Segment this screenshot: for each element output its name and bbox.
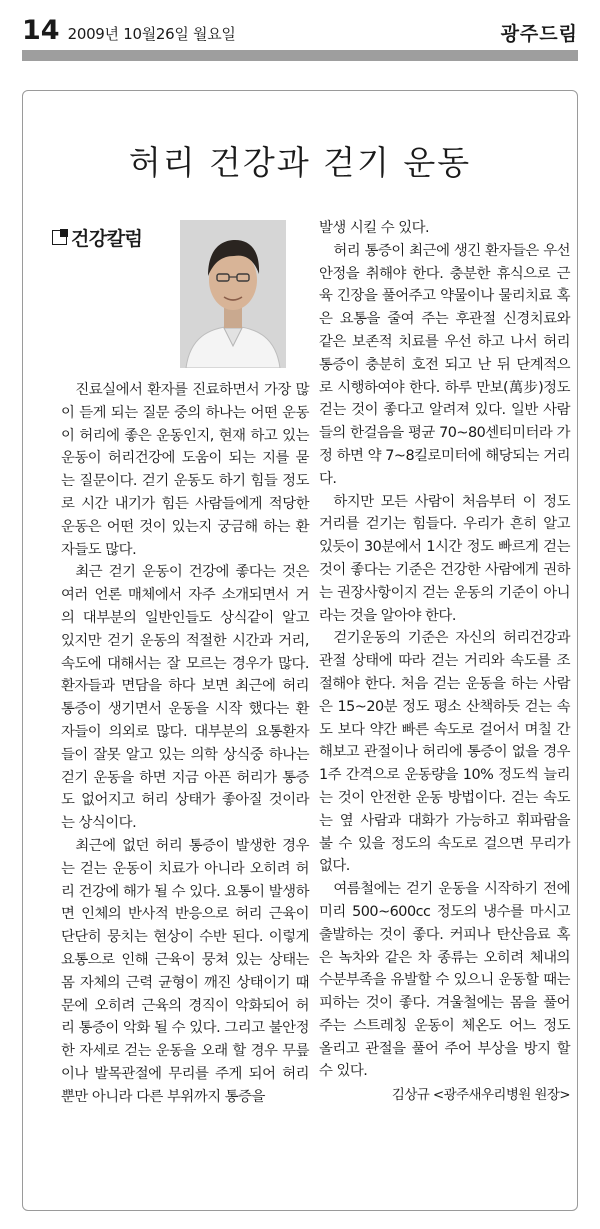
author-photo (180, 220, 286, 368)
issue-date: 2009년 10월26일 월요일 (67, 25, 236, 43)
newspaper-name: 광주드림 (500, 23, 578, 45)
author-portrait-icon (180, 220, 286, 368)
paragraph: 허리 통증이 최근에 생긴 환자들은 우선 안정을 취해야 한다. 충분한 휴식으로 근육 긴장을 풀어주고 약물이나 물리치료 혹은 요통을 줄여 주는 후관절 신경치료와 같은 보존적 치료를 우선 하고 나서 허리 통증이 충분히 호전 되고 난 뒤 단계적으로 시행하여야 한다. 하루 만보(萬步)정도 걷는 것이 좋다고 알려져 있다. 일반 사람들의 한걸음을 평균 70~80센티미터라 가정 하면 약 7~8킬로미터에 해당되는 거리다. (319, 242, 570, 487)
paragraph: 진료실에서 환자를 진료하면서 가장 많이 듣게 되는 질문 중의 하나는 어떤 운동이 허리에 좋은 운동인지, 현재 하고 있는 운동이 허리건강에 도움이 되는 지를 묻는 질문이다. 걷기 운동도 하기 힘들 정도로 시간 내기가 힘든 사람들에게 적당한 운동은 어떤 것이 있는지 궁금해 하는 환자들도 많다. (61, 382, 309, 558)
masthead-bar (22, 14, 578, 44)
article-frame (22, 90, 578, 1211)
paragraph-continuation: 발생 시킬 수 있다. (319, 220, 430, 236)
author-byline: 김상규 <광주새우리병원 원장> (391, 1087, 570, 1104)
paragraph: 최근에 없던 허리 통증이 발생한 경우는 걷는 운동이 치료가 아니라 오히려 허리 건강에 해가 될 수 있다. 요통이 발생하면 인체의 반사적 반응으로 허리 근육이 단단히 뭉치는 현상이 수반 된다. 이렇게 요통으로 인해 근육이 뭉쳐 있는 상태는 몸 자체의 근력 균형이 깨진 상태이기 때문에 오히려 근육의 경직이 악화되어 허리 통증이 악화 될 수 있다. 그리고 불안정한 자세로 걷는 운동을 오래 할 경우 무릎이나 발목관절에 무리를 주게 되어 허리뿐만 아니라 다른 부위까지 통증을 (61, 837, 309, 1105)
section-box-icon (52, 230, 67, 245)
column-left (61, 379, 309, 1109)
section-label: 건강칼럼 (71, 228, 143, 250)
paragraph: 하지만 모든 사람이 처음부터 이 정도 거리를 걷기는 힘들다. 우리가 흔히 알고 있듯이 30분에서 1시간 정도 빠르게 걷는 것이 좋다는 기준은 건강한 사람에게 권하는 권장사항이지 걷는 운동의 기준이 아니라는 것을 알아야 한다. (319, 493, 570, 624)
paragraph: 걷기운동의 기준은 자신의 허리건강과 관절 상태에 따라 걷는 거리와 속도를 조절해야 한다. 처음 걷는 운동을 하는 사람은 15~20분 정도 평소 산책하듯 걷는 속도 보다 약간 빠른 속도로 걸어서 며칠 간 해보고 관절이나 허리에 통증이 없을 경우 1주 간격으로 운동량을 10% 정도씩 늘리는 것이 안전한 운동 방법이다. 걷는 속도는 옆 사람과 대화가 가능하고 휘파람을 불 수 있을 정도의 속도로 걸으면 무리가 없다. (319, 630, 570, 875)
masthead-rule (22, 50, 578, 61)
paragraph: 여름철에는 걷기 운동을 시작하기 전에 미리 500~600cc 정도의 냉수를 마시고 출발하는 것이 좋다. 커피나 탄산음료 혹은 녹차와 같은 차 종류는 오히려 체내의 수분부족을 유발할 수 있으니 운동할 때는 피하는 것이 좋다. 겨울철에는 몸을 풀어주는 스트레칭 운동이 체온도 어느 정도 올리고 관절을 풀어 주어 부상을 방지 할 수 있다. (319, 881, 570, 1080)
section-tag (52, 224, 142, 251)
article-headline: 허리 건강과 걷기 운동 (128, 143, 472, 182)
column-right (319, 217, 570, 1107)
page-number: 14 (22, 15, 60, 46)
masthead-left (22, 17, 236, 44)
paragraph: 최근 걷기 운동이 건강에 좋다는 것은 여러 언론 매체에서 자주 소개되면서 거의 대부분의 일반인들도 상식같이 알고 있지만 걷기 운동의 적절한 시간과 거리, 속도에 대해서는 잘 모르는 경우가 많다. 환자들과 면담을 하다 보면 최근에 허리 통증이 생기면서 운동을 시작 했다는 환자들이 의외로 많다. 대부분의 요통환자들이 잘못 알고 있는 의학 상식중 하나는 걷기 운동을 하면 지금 아픈 허리가 통증도 없어지고 허리 상태가 좋아질 것이라는 상식이다. (61, 564, 309, 832)
